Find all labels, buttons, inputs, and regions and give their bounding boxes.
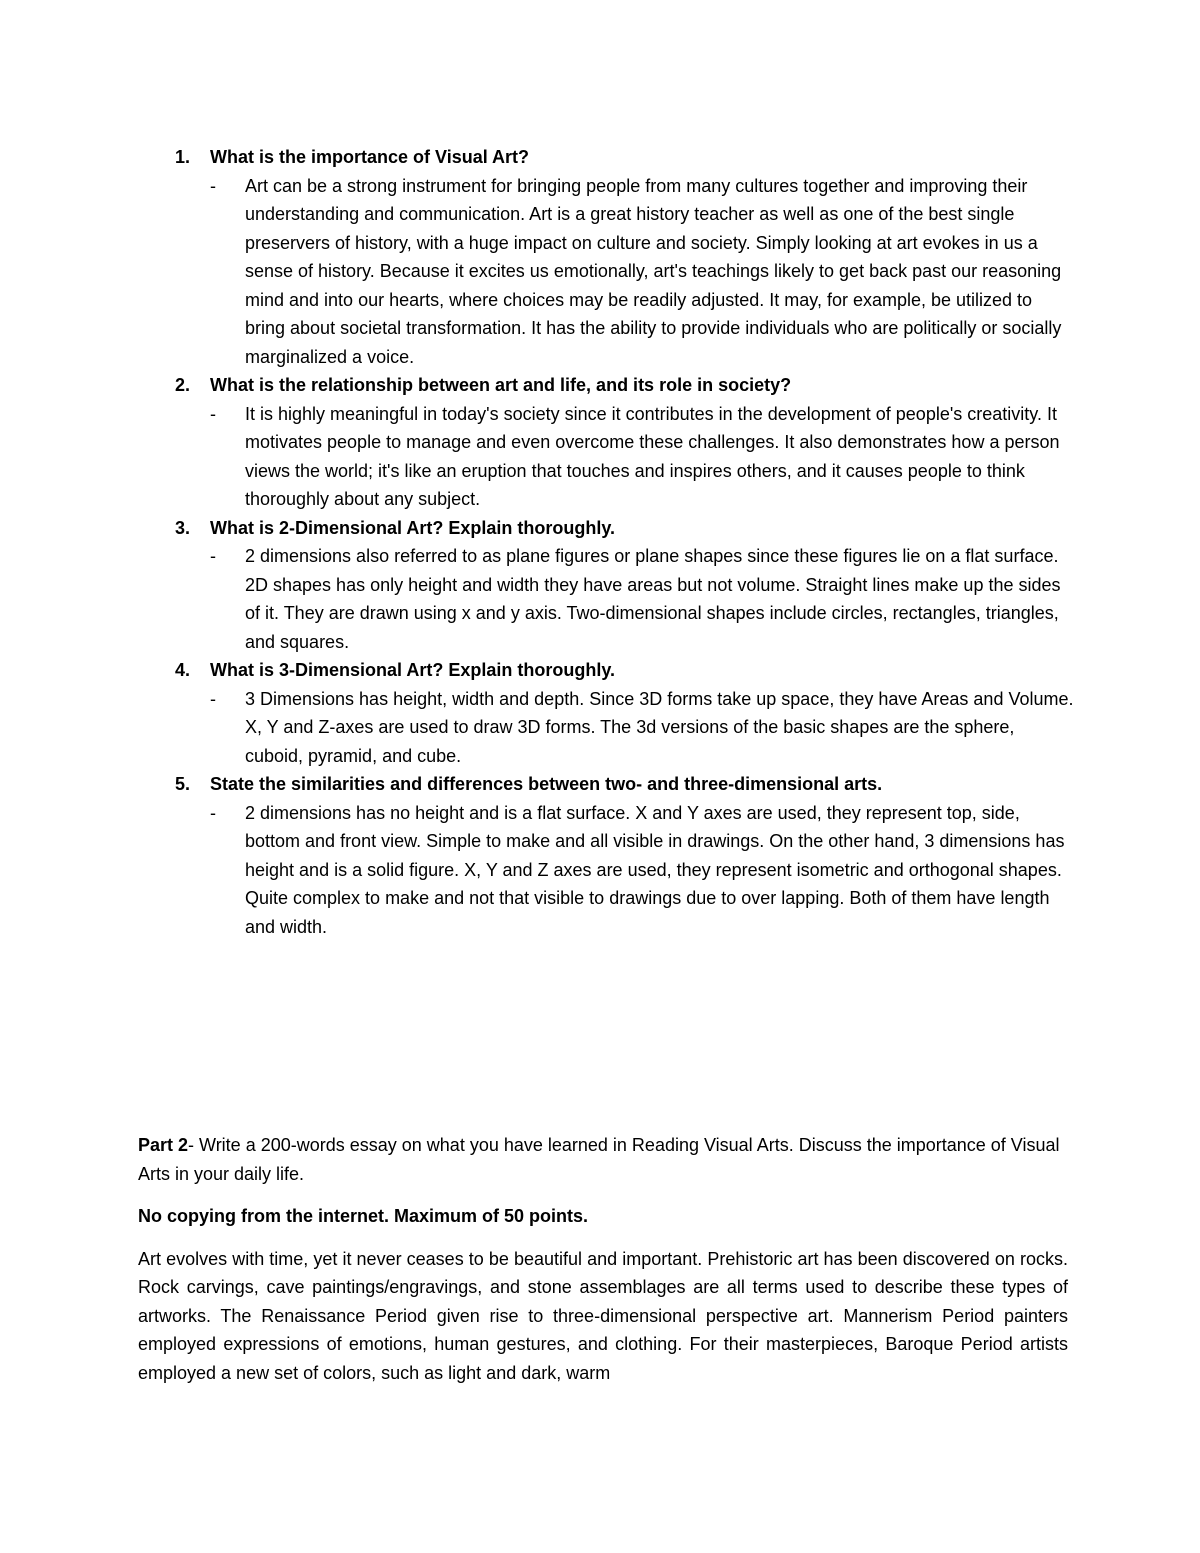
question-number: 2. [175,375,191,395]
question-number: 5. [175,774,191,794]
answer-text: It is highly meaningful in today's society since it contributes in the development of people's creativity. It motivates people to manage and even overcome these challenges. It also demonstrates how a person views the world; it's like an eruption that touches and inspires others, and it causes people to think thoroughly about any subject. [245,403,1060,509]
question-item-1 [175,143,1075,371]
part2-label: Part 2 [138,1135,189,1155]
question-list [175,143,1075,941]
answer-block [210,400,1075,514]
answer-text: 2 dimensions also referred to as plane figures or plane shapes since these figures lie on a flat surface. 2D shapes has only height and width they have areas but not volume. Straight lines make up the sides of it. They are drawn using x and y axis. Two-dimensional shapes include circles, rectangles, triangles, and squares. [245,546,1061,652]
essay-paragraph: Art evolves with time, yet it never ceases to be beautiful and important. Prehistoric art has been discovered on rocks. Rock carvings, cave paintings/engravings, and stone assemblages are all terms used to describe these types of artworks. The Renaissance Period given rise to three-dimensional perspective art. Mannerism Period painters employed expressions of emotions, human gestures, and clothing. For their masterpieces, Baroque Period artists employed a new set of colors, such as light and dark, warm [138,1248,1068,1383]
question-item-5 [175,770,1075,941]
question-text: State the similarities and differences between two- and three-dimensional arts. [210,774,883,794]
answer-dash: - [210,688,216,709]
answer-block [210,172,1075,372]
question-item-4 [175,656,1075,770]
part2-rule: No copying from the internet. Maximum of 50 points. [138,1206,589,1226]
question-number: 1. [175,147,191,167]
question-text: What is the relationship between art and life, and its role in society? [210,375,792,395]
answer-dash: - [210,546,216,566]
part2-prompt [138,1131,1068,1188]
question-item-3 [175,514,1075,657]
question-item-2 [175,371,1075,514]
answer-dash: - [210,403,216,424]
part2-section [138,1131,1068,1401]
answer-text: Art can be a strong instrument for bringing people from many cultures together and improving their understanding and communication. Art is a great history teacher as well as one of the best single preservers of history, with a huge impact on culture and society. Simply looking at art evokes in us a sense of history. Because it excites us emotionally, art's teachings likely to get back past our reasoning mind and into our hearts, where choices may be readily adjusted. It may, for example, be utilized to bring about societal transformation. It has the ability to provide individuals who are politically or socially marginalized a voice. [245,175,1062,367]
answer-block [210,685,1075,771]
answer-text: 3 Dimensions has height, width and depth. Since 3D forms take up space, they have Areas and Volume. X, Y and Z-axes are used to draw 3D forms. The 3d versions of the basic shapes are the sphere, cuboid, pyramid, and cube. [245,688,1074,766]
answer-text: 2 dimensions has no height and is a flat surface. X and Y axes are used, they represent top, side, bottom and front view. Simple to make and all visible in drawings. On the other hand, 3 dimensions has height and is a solid figure. X, Y and Z axes are used, they represent isometric and orthogonal shapes. Quite complex to make and not that visible to drawings due to over lapping. Both of them have length and width. [245,802,1065,937]
question-text: What is 3-Dimensional Art? Explain thoroughly. [210,660,616,680]
question-number: 3. [175,517,191,538]
part2-prompt-text: - Write a 200-words essay on what you have learned in Reading Visual Arts. Discuss the importance of Visual Arts in your daily life. [138,1135,1060,1184]
question-text: What is 2-Dimensional Art? Explain thoroughly. [210,517,616,538]
answer-dash: - [210,802,216,823]
answer-dash: - [210,175,216,196]
question-number: 4. [175,660,191,680]
question-text: What is the importance of Visual Art? [210,147,530,167]
answer-block [210,799,1075,942]
answer-block [210,542,1075,656]
